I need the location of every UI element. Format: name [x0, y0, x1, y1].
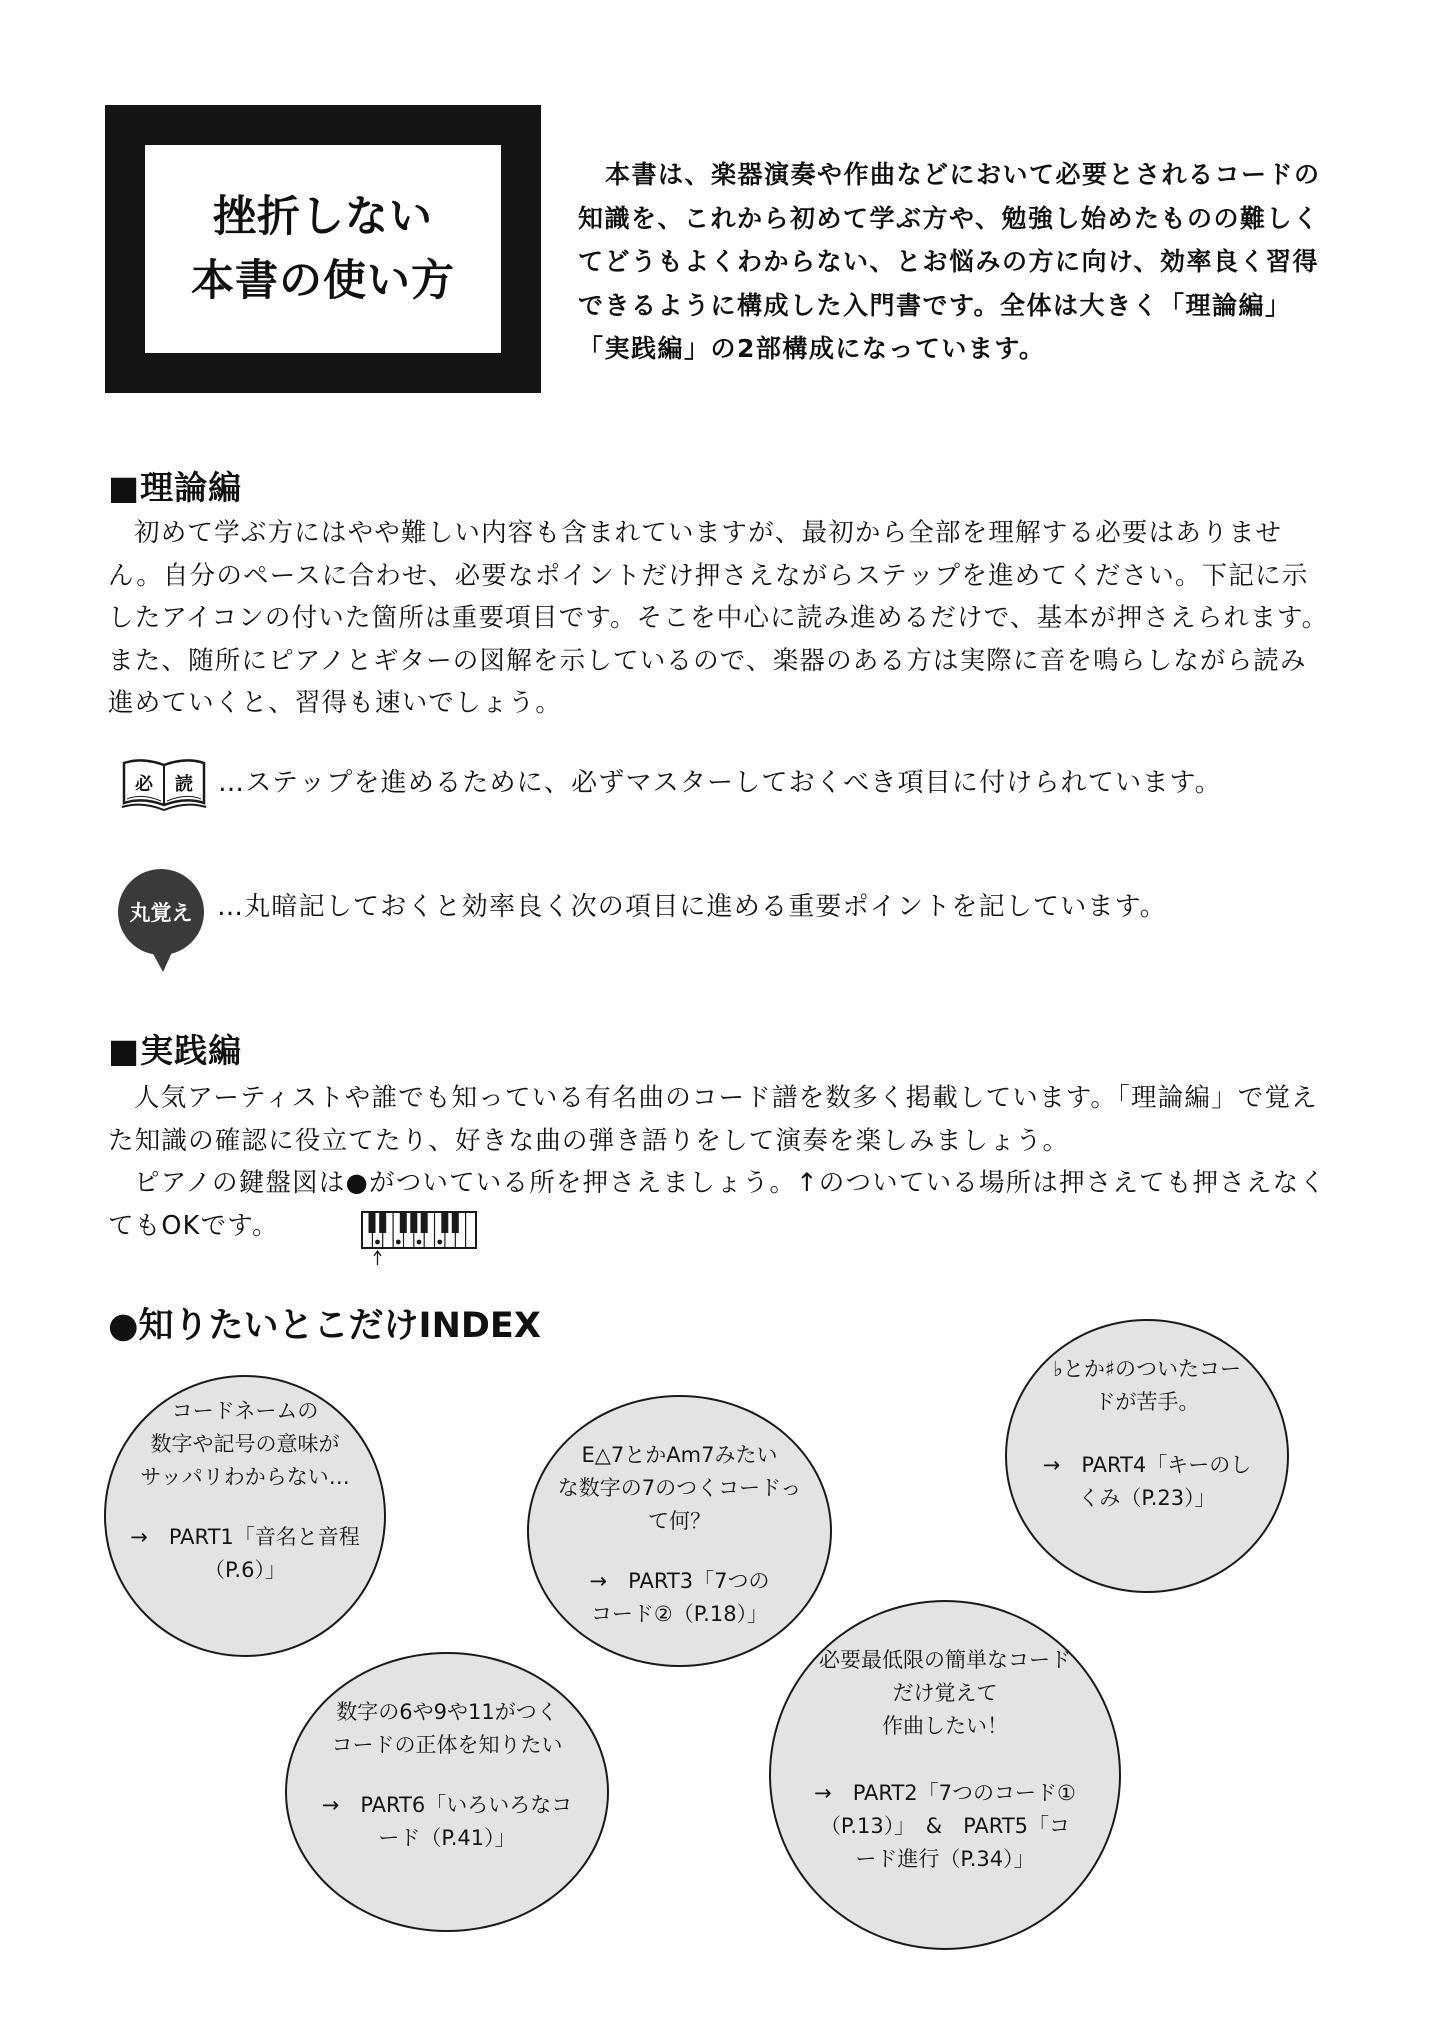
- practice-paragraph-1: [108, 1077, 1333, 1162]
- practice-heading: ■実践編: [108, 1031, 243, 1070]
- practice-paragraph-2: [108, 1162, 1333, 1247]
- hitsudoku-char-2: 読: [175, 774, 193, 795]
- bubble-answer: → PART3「7つの コード②（P.18）」: [589, 1569, 770, 1626]
- maruoboe-description: …丸暗記しておくと効率良く次の項目に進める重要ポイントを記しています。: [217, 892, 1167, 922]
- hitsudoku-char-1: 必: [135, 774, 153, 795]
- theory-body-text: 初めて学ぶ方にはやや難しい内容も含まれていますが、最初から全部を理解する必要はありません。自分のペースに合わせ、必要なポイントだけ押さえながらステップを進めてください。下記に示したアイコンの付いた箇所は重要項目です。そこを中心に読み進めるだけで、基本が押さえられます。また、随所にピアノとギターの図解を示しているので、楽器のある方は実際に音を鳴らしながら読み進めていくと、習得も速いでしょう。: [108, 518, 1329, 718]
- bubble-answer: → PART4「キーのし くみ（P.23）」: [1042, 1453, 1252, 1510]
- index-bubble-part2-part5: [769, 1600, 1121, 1950]
- open-book-icon: [118, 755, 210, 815]
- intro-text: 本書は、楽器演奏や作曲などにおいて必要とされるコードの知識を、これから初めて学ぶ方や、勉強し始めたものの難しくてどうもよくわからない、とお悩みの方に向け、効率良く習得できるように構成した入門書です。全体は大きく「理論編」「実践編」の2部構成になっています。: [578, 160, 1321, 363]
- speech-bubble-icon: [115, 868, 207, 974]
- practice-body: [108, 1077, 1333, 1247]
- bubble-question: コードネームの 数字や記号の意味が サッパリわからない…: [140, 1399, 350, 1489]
- bubble-answer: → PART6「いろいろなコ ード（P.41）」: [321, 1793, 573, 1850]
- title-inner: [145, 145, 501, 353]
- bubble-question: E△7とかAm7みたい な数字の7のつくコードっ て何？: [557, 1443, 802, 1533]
- index-bubble-part1: [104, 1375, 386, 1657]
- bubble-answer: → PART1「音名と音程 （P.6）」: [130, 1525, 360, 1582]
- bubble-answer: → PART2「7つのコード① （P.13）」 & PART5「コ ード進行（P.34）」: [814, 1781, 1076, 1871]
- hitsudoku-description: …ステップを進めるために、必ずマスターしておくべき項目に付けられています。: [218, 768, 1222, 798]
- title-box: [105, 105, 541, 393]
- index-heading: ●知りたいとこだけINDEX: [108, 1306, 541, 1346]
- practice-body-2: ピアノの鍵盤図は●がついている所を押さえましょう。↑のついている場所は押さえても押さえなくてもOKです。: [108, 1168, 1327, 1241]
- bubble-question: 必要最低限の簡単なコード だけ覚えて 作曲したい！: [819, 1648, 1071, 1738]
- title-line-2: 本書の使い方: [191, 256, 455, 306]
- theory-heading: ■理論編: [108, 468, 243, 507]
- index-bubble-part6: [285, 1652, 609, 1932]
- theory-body: [108, 512, 1333, 725]
- bubble-question: ♭とか♯のついたコー ドが苦手。: [1052, 1357, 1242, 1414]
- index-bubble-part4: [1005, 1319, 1289, 1593]
- title-line-1: 挫折しない: [213, 192, 433, 242]
- maruoboe-label: 丸覚え: [129, 901, 193, 925]
- intro-paragraph: [578, 153, 1328, 371]
- index-bubble-part3: [527, 1395, 832, 1667]
- bubble-question: 数字の6や9や11がつく コードの正体を知りたい: [331, 1700, 563, 1757]
- practice-body-1: 人気アーティストや誰でも知っている有名曲のコード譜を数多く掲載しています。「理論編」で覚えた知識の確認に役立てたり、好きな曲の弾き語りをして演奏を楽しみましょう。: [108, 1083, 1318, 1156]
- piano-keyboard-icon: [360, 1210, 478, 1266]
